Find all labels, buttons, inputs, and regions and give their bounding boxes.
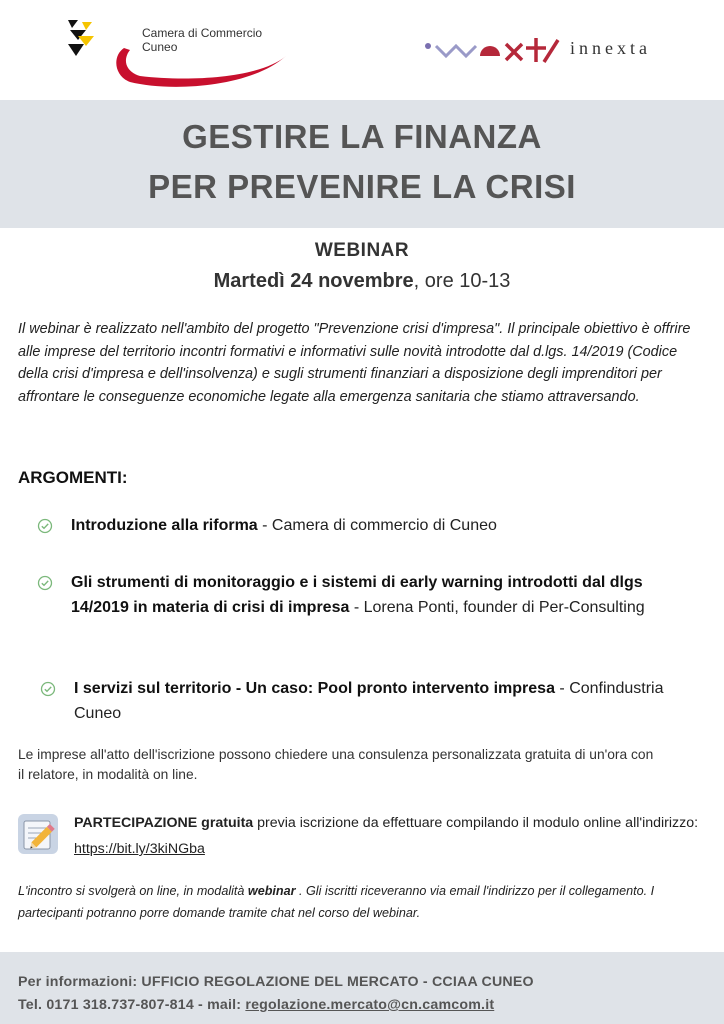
participation-info — [74, 810, 714, 862]
title-band — [0, 100, 724, 228]
participation-text: previa iscrizione da effettuare compilando il modulo online all'indirizzo: — [253, 815, 699, 831]
registration-link[interactable]: https://bit.ly/3kiNGba — [74, 841, 205, 857]
topic-title: Gli strumenti di monitoraggio e i sistemi di early warning introdotti dal dlgs 14/2019 in materia di crisi di impresa — [71, 574, 643, 616]
topic-speaker: - Lorena Ponti, founder di Per-Consulting — [349, 599, 645, 616]
topic-item — [0, 513, 724, 543]
cciaa-mark-icon — [64, 18, 98, 58]
pencil-notepad-icon — [16, 812, 60, 856]
disclaimer — [18, 880, 718, 924]
innexta-logo — [424, 30, 674, 70]
intro-paragraph: Il webinar è realizzato nell'ambito del progetto "Prevenzione crisi d'impresa". Il principale obiettivo è offrire alle imprese del territorio incontri formativi e informativi sulle novità introdotte dal d.lgs. 14/2019 (Codice della crisi d'impresa e dell'insolvenza) e sugli strumenti finanziari a disposizione degli imprenditori per affrontare le conseguenze economiche legate alla emergenza sanitaria che stiamo attraversando. — [18, 321, 691, 405]
event-date-bold: Martedì 24 novembre — [213, 270, 414, 292]
cciaa-name-line2: Cuneo — [142, 40, 178, 54]
topic-item — [0, 570, 724, 650]
title-line-2: PER PREVENIRE LA CRISI — [148, 168, 576, 205]
innexta-wordmark: innexta — [570, 38, 651, 58]
footer-info-line: Per informazioni: UFFICIO REGOLAZIONE DEL MERCATO - CCIAA CUNEO — [18, 974, 534, 990]
topic-item — [0, 676, 724, 730]
footer — [0, 952, 724, 1024]
topic-title: I servizi sul territorio - Un caso: Pool pronto intervento impresa — [74, 680, 555, 697]
event-type: WEBINAR — [314, 240, 410, 261]
title-line-1: GESTIRE LA FINANZA — [182, 118, 542, 155]
topic-text — [71, 513, 671, 538]
check-circle-icon — [37, 575, 53, 591]
topic-speaker: - Confindustria Cuneo — [74, 680, 664, 722]
innexta-mark-icon — [424, 32, 560, 68]
topic-title: Introduzione alla riforma — [71, 517, 258, 534]
check-circle-icon — [37, 518, 53, 534]
footer-email-link[interactable]: regolazione.mercato@cn.camcom.it — [245, 997, 495, 1013]
cciaa-swoosh-icon — [110, 42, 286, 88]
disclaimer-bold: webinar — [247, 884, 296, 898]
event-time: , ore 10-13 — [413, 270, 511, 292]
cciaa-name-line1: Camera di Commercio — [142, 26, 263, 40]
footer-contact-line — [18, 997, 494, 1013]
disclaimer-part1: L'incontro si svolgerà on line, in modalità — [18, 884, 248, 898]
cciaa-cuneo-logo — [64, 16, 294, 86]
footer-phone: Tel. 0171 318.737-807-814 - mail: — [18, 997, 246, 1013]
check-circle-icon — [40, 681, 56, 697]
topics-heading: ARGOMENTI: — [18, 468, 128, 487]
topic-text — [71, 570, 663, 620]
consulting-note: Le imprese all'atto dell'iscrizione possono chiedere una consulenza personalizzata gratuita di un'ora con il relatore, in modalità on line. — [18, 747, 654, 782]
topic-text — [74, 676, 664, 726]
topic-speaker: - Camera di commercio di Cuneo — [257, 517, 497, 534]
disclaimer-part2: . Gli iscritti riceveranno via email l'indirizzo per il collegamento. I partecipanti potranno porre domande tramite chat nel corso del webinar. — [18, 884, 655, 920]
event-date — [0, 270, 724, 293]
participation-bold: PARTECIPAZIONE gratuita — [74, 815, 254, 831]
header — [0, 0, 724, 100]
